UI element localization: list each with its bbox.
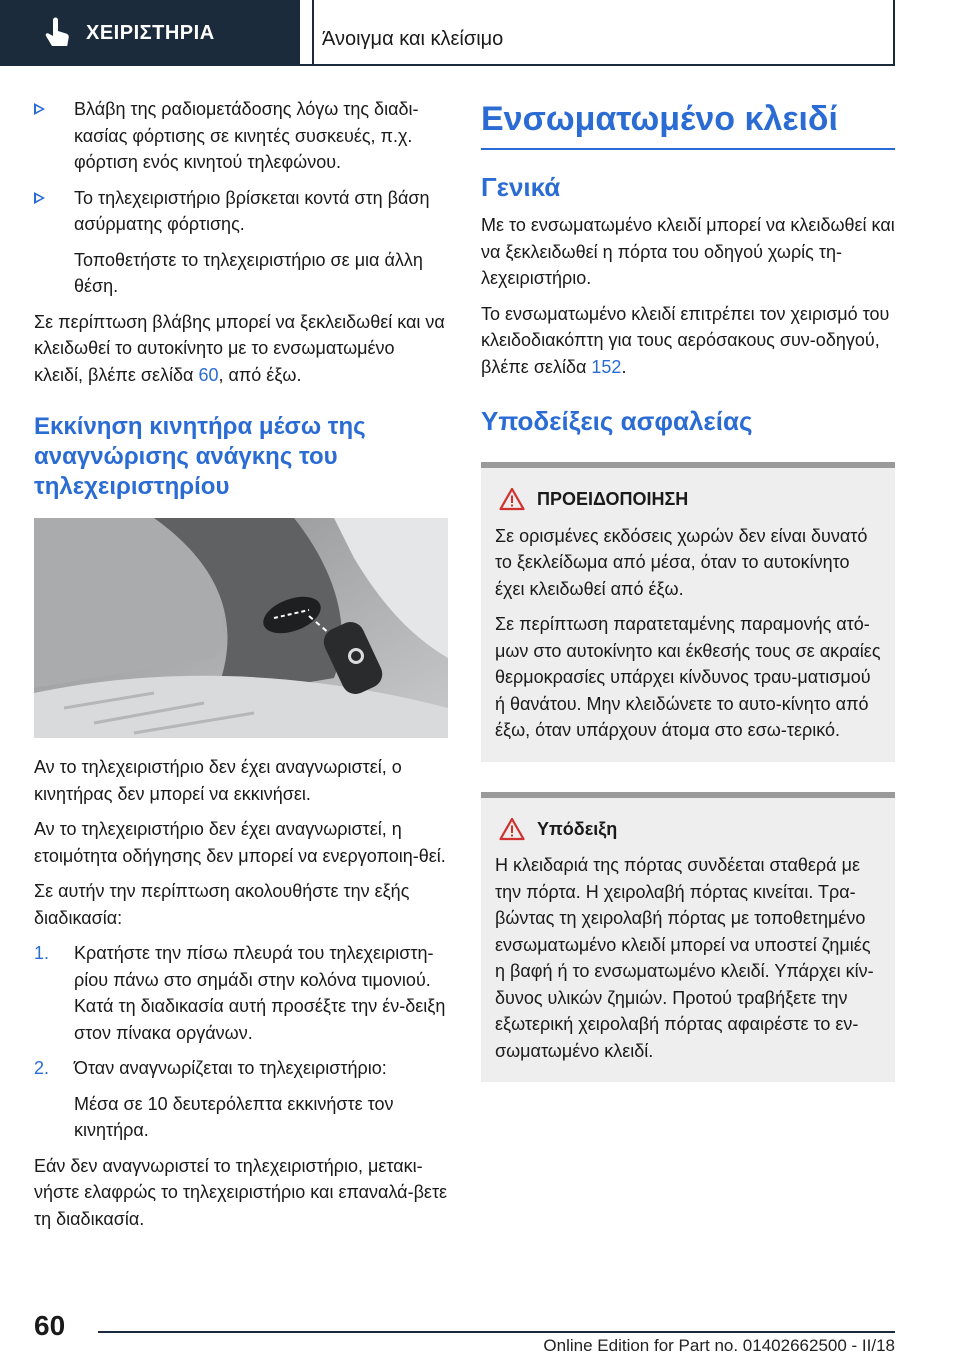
notice-text: Η κλειδαριά της πόρτας συνδέεται σταθερά με την πόρτα. Η χειρολαβή πόρτας κινείται. Τρα‐βώντας τη χειρολαβή πόρτας με τοποθετημένο ενσωματωμένο κλειδί μπορεί να υποστεί ζημιές η βαφή ή το ενσωματωμένο κλειδί. Υπάρχει κίν‐δυνος υλικών ζημιών. Προτού τραβήξετε την εξωτερική χειρολαβή πόρτας αφαιρέστε το εν‐σωματωμένο κλειδί. — [495, 855, 874, 1061]
left-column — [34, 96, 448, 1241]
page-title: Άνοιγμα και κλείσιμο — [322, 28, 504, 50]
right-column — [481, 96, 895, 1098]
heading-safety: Υποδείξεις ασφαλείας — [481, 406, 753, 436]
page-link-152[interactable]: 152 — [591, 356, 622, 377]
notice-box — [481, 792, 895, 1083]
paragraph: Αν το τηλεχειριστήριο δεν έχει αναγνωριστεί, ο κινητήρας δεν μπορεί να εκκινήσει. — [34, 757, 402, 804]
bullet-text: Το τηλεχειριστήριο βρίσκεται κοντά στη βάση ασύρματης φόρτισης. — [74, 187, 430, 234]
warning-box — [481, 462, 895, 762]
header-section-tab — [0, 0, 300, 66]
page-link-60[interactable]: 60 — [198, 364, 219, 385]
header-divider-right — [893, 0, 895, 66]
notice-title: Υπόδειξη — [537, 818, 618, 839]
general-text: Το ενσωματωμένο κλειδί επιτρέπει τον χειρισμό του κλειδοδιακόπτη για τους αερόσακους συν‐οδηγού, βλέπε σελίδα — [481, 303, 890, 377]
step-followup: Μέσα σε 10 δευτερόλεπτα εκκινήστε τον κινητήρα. — [74, 1093, 394, 1140]
header-section-label: ΧΕΙΡΙΣΤΗΡΙΑ — [86, 21, 215, 44]
list-item — [34, 185, 448, 238]
section-heading-engine-start: Εκκίνηση κινητήρα μέσω της αναγνώρισης ανάγκης του τηλεχειριστηρίου — [34, 413, 366, 500]
paragraph: Αν το τηλεχειριστήριο δεν έχει αναγνωριστεί, η ετοιμότητα οδήγησης δεν μπορεί να ενεργοποιη‐θεί. — [34, 819, 446, 866]
hand-pointer-icon — [40, 16, 74, 50]
step-text: Κρατήστε την πίσω πλευρά του τηλεχειριστη‐ρίου πάνω στο σημάδι στην κολόνα τιμονιού. Κατά τη διαδικασία αυτή προσέξτε την έν‐δειξη στον πίνακα οργάνων. — [74, 943, 446, 1043]
step-number: 1. — [34, 943, 50, 963]
notice-title-row — [495, 816, 881, 843]
general-text-end: . — [621, 356, 627, 377]
paragraph: Σε αυτήν την περίπτωση ακολουθήστε την εξής διαδικασία: — [34, 881, 410, 928]
header-divider — [312, 0, 314, 66]
page-number: 60 — [34, 1310, 66, 1341]
paragraph: Με το ενσωματωμένο κλειδί μπορεί να κλειδωθεί και να ξεκλειδωθεί η πόρτα του οδηγού χωρίς τη‐λεχειριστήριο. — [481, 215, 895, 288]
steering-column-key-photo — [34, 518, 448, 738]
bullet-text: Βλάβη της ραδιομετάδοσης λόγω της διαδι‐κασίας φόρτισης σε κινητές συσκευές, π.χ. φόρτιση ενός κινητού τηλεφώνου. — [74, 99, 419, 172]
triangle-bullet-icon — [34, 192, 45, 204]
warning-triangle-icon — [499, 487, 525, 511]
fault-text-end: , από έξω. — [218, 364, 302, 385]
fault-paragraph — [34, 309, 448, 389]
header-rule — [300, 64, 895, 66]
warning-text: Σε ορισμένες εκδόσεις χωρών δεν είναι δυνατό το ξεκλείδωμα από μέσα, όταν το αυτοκίνητο έχει κλειδωθεί από έξω. — [495, 525, 868, 599]
notice-triangle-icon — [499, 817, 525, 841]
step-item — [34, 940, 448, 1046]
step-item — [34, 1055, 448, 1082]
bullet-followup: Τοποθετήστε το τηλεχειριστήριο σε μια άλλη θέση. — [74, 249, 423, 296]
heading-general: Γενικά — [481, 172, 561, 202]
footer-rule — [98, 1331, 895, 1333]
section-title-integrated-key: Ενσωματωμένο κλειδί — [481, 96, 895, 150]
step-number: 2. — [34, 1058, 50, 1078]
warning-title: ΠΡΟΕΙΔΟΠΟΙΗΣΗ — [537, 489, 689, 509]
triangle-bullet-icon — [34, 103, 45, 115]
edition-footer: Online Edition for Part no. 01402662500 - II/18 — [543, 1336, 895, 1355]
list-item — [34, 96, 448, 176]
paragraph: Εάν δεν αναγνωριστεί το τηλεχειριστήριο, μετακι‐νήστε ελαφρώς το τηλεχειριστήριο και επαναλά‐βετε τη διαδικασία. — [34, 1155, 448, 1229]
fault-text: Σε περίπτωση βλάβης μπορεί να ξεκλειδωθεί και να κλειδωθεί το αυτοκίνητο με το ενσωματωμένο κλειδί, βλέπε σελίδα — [34, 311, 445, 385]
warning-title-row — [495, 486, 881, 513]
step-text: Όταν αναγνωρίζεται το τηλεχειριστήριο: — [74, 1058, 387, 1078]
warning-text: Σε περίπτωση παρατεταμένης παραμονής ατό‐μων στο αυτοκίνητο και έκθεσής τους σε ακραίες θερμοκρασίες υπάρχει κίνδυνος τραυ‐ματισμού ή θανάτου. Μην κλειδώνετε το αυτο‐κίνητο από έξω, όταν υπάρχουν άτομα στο εσω‐τερικό. — [495, 614, 881, 740]
paragraph — [481, 301, 895, 381]
